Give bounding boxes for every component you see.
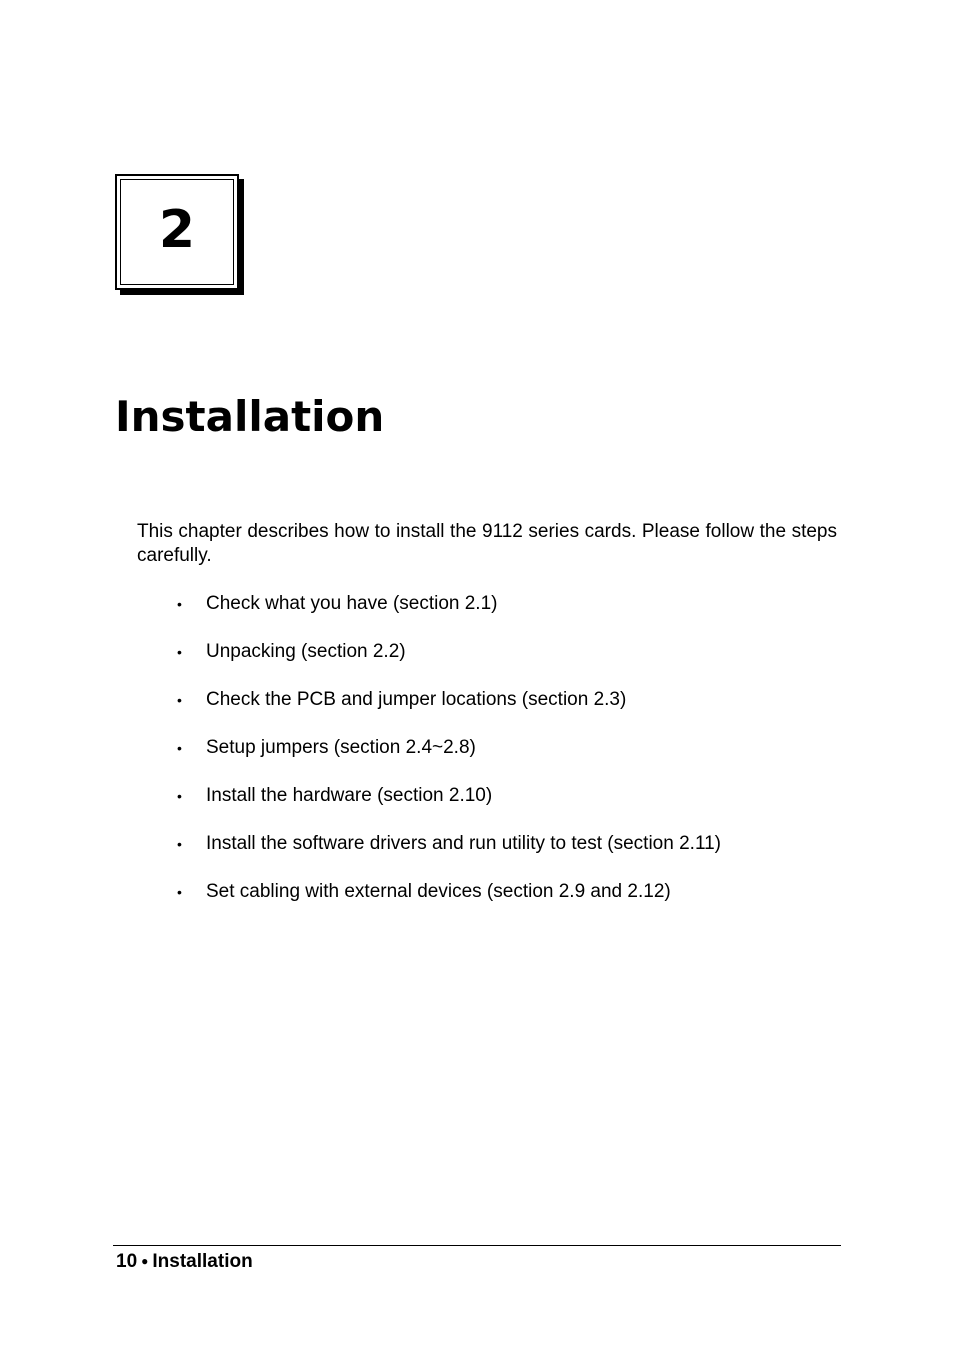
- step-text: Install the hardware (section 2.10): [206, 785, 493, 806]
- bullet-icon: •: [177, 836, 182, 852]
- chapter-title: Installation: [115, 392, 385, 441]
- step-item: [137, 877, 837, 925]
- step-item: [137, 781, 837, 829]
- bullet-icon: •: [177, 884, 182, 900]
- bullet-icon: •: [177, 644, 182, 660]
- step-item: [137, 733, 837, 781]
- bullet-icon: •: [177, 740, 182, 756]
- page-number: 10: [116, 1251, 138, 1272]
- bullet-icon: •: [177, 788, 182, 804]
- step-text: Install the software drivers and run utility to test (section 2.11): [206, 833, 721, 854]
- chapter-number-box: [115, 174, 239, 290]
- bullet-icon: •: [177, 596, 182, 612]
- step-text: Check the PCB and jumper locations (section 2.3): [206, 689, 627, 710]
- footer-section-title: Installation: [152, 1251, 253, 1272]
- step-item: [137, 637, 837, 685]
- step-text: Setup jumpers (section 2.4~2.8): [206, 737, 476, 758]
- installation-steps-list: [137, 589, 837, 925]
- step-text: Unpacking (section 2.2): [206, 641, 406, 662]
- chapter-number-frame: [120, 179, 234, 285]
- page-footer: [116, 1250, 253, 1275]
- chapter-number: 2: [158, 200, 196, 260]
- step-text: Check what you have (section 2.1): [206, 593, 498, 614]
- step-item: [137, 589, 837, 637]
- bullet-icon: •: [177, 692, 182, 708]
- footer-divider: [113, 1245, 841, 1246]
- step-text: Set cabling with external devices (section 2.9 and 2.12): [206, 881, 671, 902]
- footer-separator-icon: ●: [141, 1254, 149, 1268]
- step-item: [137, 829, 837, 877]
- intro-paragraph: This chapter describes how to install the 9112 series cards. Please follow the steps carefully.: [137, 521, 837, 566]
- step-item: [137, 685, 837, 733]
